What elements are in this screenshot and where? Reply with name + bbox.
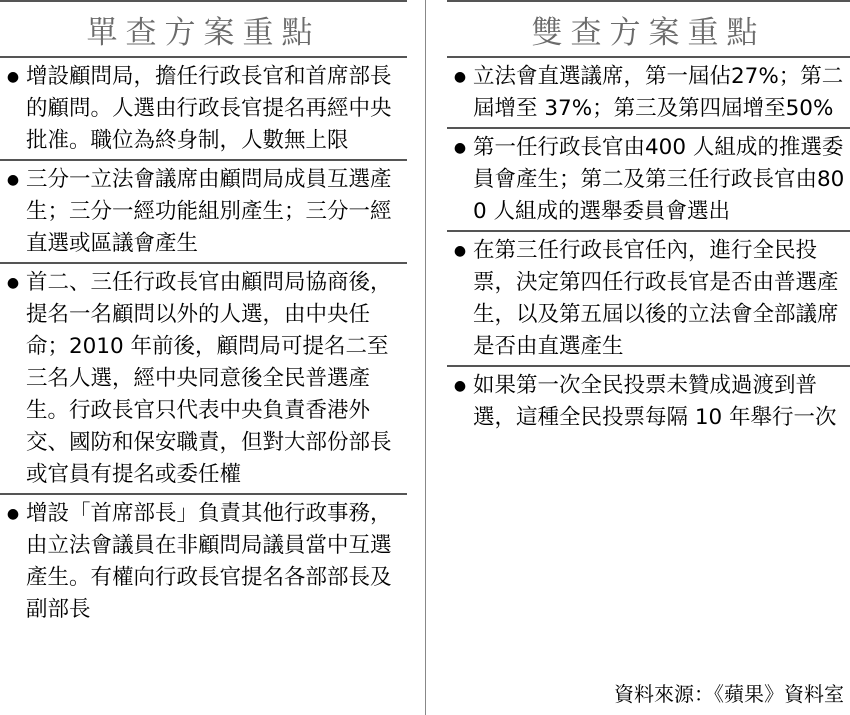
list-item [0,495,407,628]
point-text: 第一任行政長官由400 人組成的推選委員會產生；第二及第三任行政長官由800 人組成的選舉委員會選出 [473,135,845,224]
list-item [447,232,850,367]
bullet-icon: ● [453,243,467,259]
list-item [447,129,850,232]
list-item [447,367,850,436]
column-divider [425,0,426,715]
point-text: 如果第一次全民投票未贊成過渡到普選，這種全民投票每隔 10 年舉行一次 [473,373,837,430]
bullet-icon: ● [6,506,20,522]
single-chamber-column [0,0,407,628]
right-title: 雙查方案重點 [531,14,766,51]
list-item [0,264,407,495]
bullet-icon: ● [453,378,467,394]
left-title: 單查方案重點 [86,14,321,51]
point-text: 增設顧問局，擔任行政長官和首席部長的顧問。人選由行政長官提名再經中央批准。職位為終身制，人數無上限 [26,64,392,153]
point-text: 立法會直選議席，第一屆佔27%；第二屆增至 37%；第三及第四屆增至50% [473,64,844,121]
list-item [0,58,407,161]
bullet-icon: ● [6,275,20,291]
list-item [0,161,407,264]
bullet-icon: ● [6,172,20,188]
point-text: 在第三任行政長官任內，進行全民投票，決定第四任行政長官是否由普選產生，以及第五屆以後的立法會全部議席是否由直選產生 [473,238,839,359]
right-header [447,0,850,58]
right-points-list [447,58,850,436]
point-text: 增設「首席部長」負責其他行政事務，由立法會議員在非顧問局議員當中互選產生。有權向行政長官提名各部部長及副部長 [26,501,392,622]
bullet-icon: ● [453,69,467,85]
double-chamber-column [447,0,850,436]
bullet-icon: ● [6,69,20,85]
left-header [0,0,407,58]
source-credit: 資料來源：《蘋果》資料室 [614,682,844,706]
point-text: 首二、三任行政長官由顧問局協商後，提名一名顧問以外的人選，由中央任命；2010 年前後，顧問局可提名二至三名人選，經中央同意後全民普選產生。行政長官只代表中央負責香港外交、國防和保安職責，但對大部份部長或官員有提名或委任權 [26,270,392,487]
left-points-list [0,58,407,628]
point-text: 三分一立法會議席由顧問局成員互選產生；三分一經功能組別產生；三分一經直選或區議會產生 [26,167,392,256]
list-item [447,58,850,129]
bullet-icon: ● [453,140,467,156]
